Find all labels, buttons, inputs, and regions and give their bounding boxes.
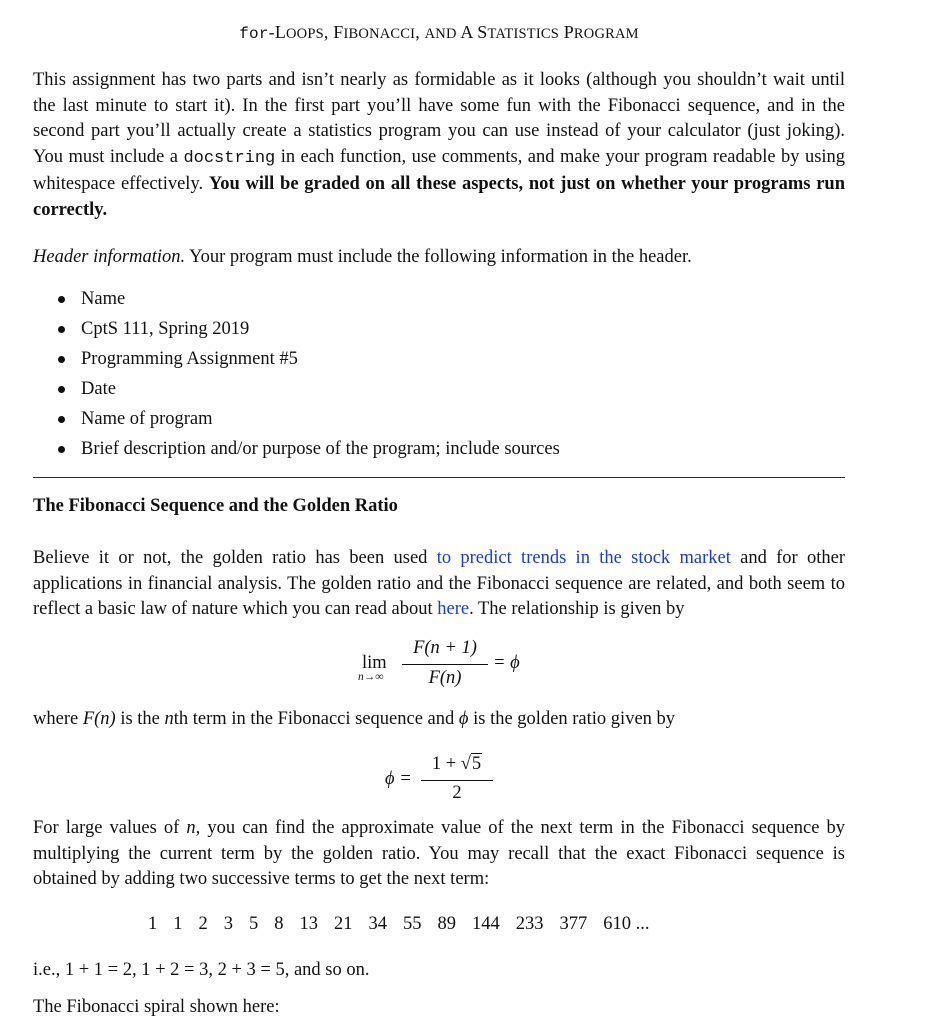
- section-divider: [33, 477, 845, 478]
- bullet-icon: [58, 446, 65, 453]
- fraction-bar: [402, 664, 488, 665]
- fibonacci-sequence: 1 1 2 3 5 8 13 21 34 55 89 144 233 377 610 ...: [148, 914, 650, 934]
- intro-paragraph: This assignment has two parts and isn’t nearly as formidable as it looks (although you shouldn’t wait until the last minute to start it). In the first part you’ll have some fun with the Fibonacci sequence, and in the second part you’ll actually create a statistics program you can use instead of your calculator (just joking). You must include a docstring in each function, use comments, and make your program readable by using whitespace effectively. You will be graded on all these aspects, not just on whether your programs run correctly.: [33, 70, 846, 220]
- bullet-icon: [58, 356, 65, 363]
- bullet-icon: [58, 326, 65, 333]
- bullet-icon: [58, 416, 65, 423]
- here-link[interactable]: here: [437, 599, 470, 620]
- page-title: for-LOOPS, FIBONACCI, AND A STATISTICS PROGRAM: [239, 22, 639, 43]
- docstring-code: docstring: [183, 149, 276, 169]
- list-item: Brief description and/or purpose of the program; include sources: [55, 436, 560, 466]
- golden-ratio-paragraph: Believe it or not, the golden ratio has been used to predict trends in the stock market and for other applications in financial analysis. The golden ratio and the Fibonacci sequence are related, and both seem to reflect a basic law of nature which you can read about here. The relationship is given by: [33, 548, 846, 620]
- list-item: Name: [55, 286, 560, 316]
- stock-market-link[interactable]: to predict trends in the stock market: [436, 548, 731, 568]
- fraction-bar: [421, 780, 493, 781]
- header-info-paragraph: Header information. Your program must include the following information in the header.: [33, 247, 692, 267]
- ie-line: i.e., 1 + 1 = 2, 1 + 2 = 3, 2 + 3 = 5, and so on.: [33, 960, 370, 980]
- header-requirements-list: [55, 286, 560, 466]
- spiral-line: The Fibonacci spiral shown here:: [33, 997, 280, 1017]
- large-values-paragraph: For large values of n, you can find the approximate value of the next term in the Fibonacci sequence by multiplying the current term by the golden ratio. You may recall that the exact Fibonacci sequence is obtained by adding two successive terms to get the next term:: [33, 818, 845, 890]
- title-code: for: [239, 25, 269, 43]
- list-item: Date: [55, 376, 560, 406]
- header-info-label: Header information.: [33, 247, 186, 267]
- section-heading: The Fibonacci Sequence and the Golden Ratio: [33, 496, 398, 516]
- list-item: Name of program: [55, 406, 560, 436]
- limit-equation: lim n→∞ F(n + 1) F(n) = ϕ: [358, 638, 520, 688]
- list-item: Programming Assignment #5: [55, 346, 560, 376]
- where-paragraph: where F(n) is the nth term in the Fibonacci sequence and ϕ is the golden ratio given by: [33, 709, 676, 729]
- golden-ratio-equation: ϕ = 1 + √5 2: [385, 754, 545, 804]
- list-item: CptS 111, Spring 2019: [55, 316, 560, 346]
- bullet-icon: [58, 296, 65, 303]
- bullet-icon: [58, 386, 65, 393]
- grading-note: You will be graded on all these aspects, not just on whether your programs run correctly.: [33, 173, 846, 220]
